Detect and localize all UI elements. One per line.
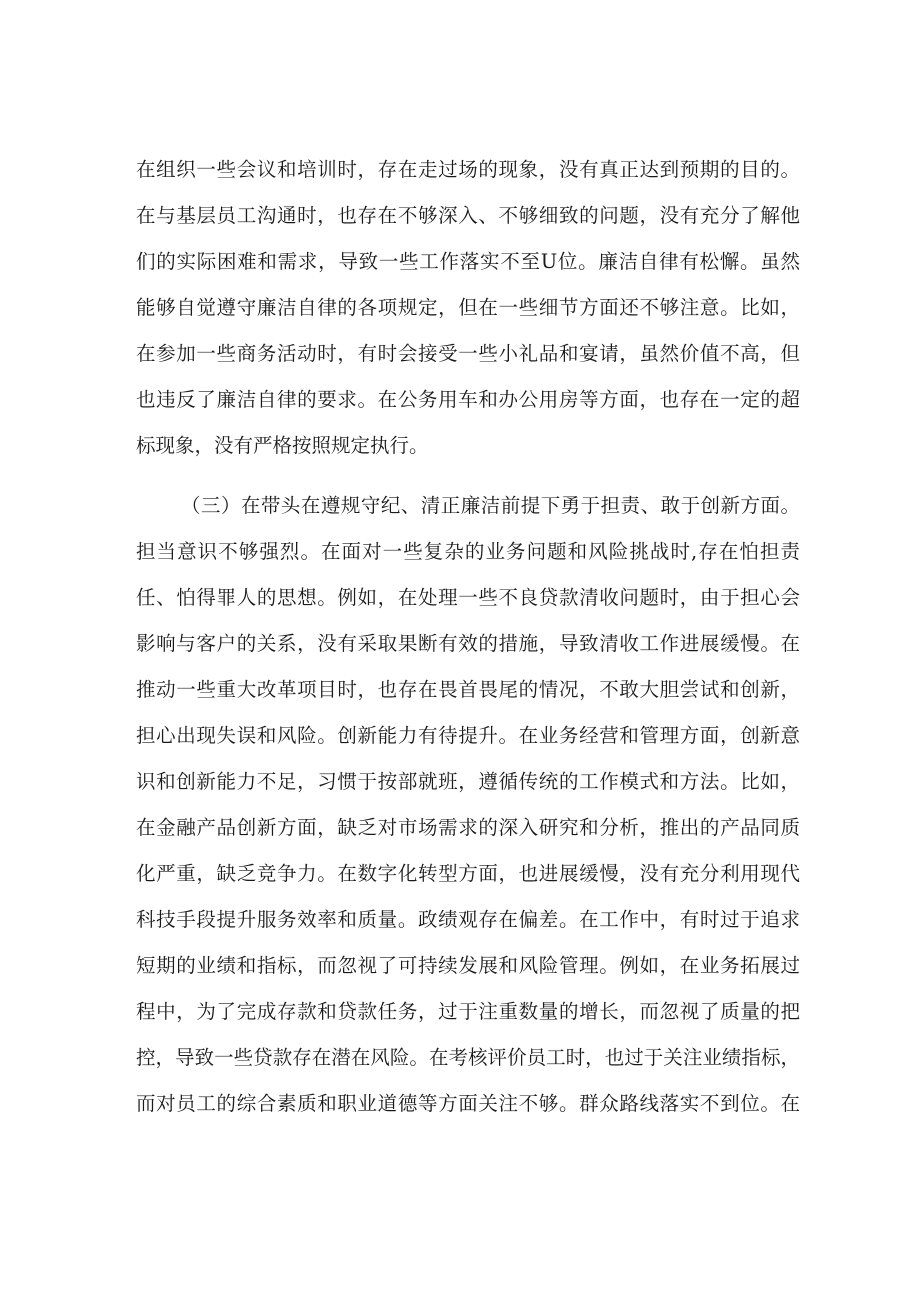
text-line: 化严重，缺乏竞争力。在数字化转型方面，也进展缓慢，没有充分利用现代 <box>136 862 800 885</box>
text-line: 短期的业绩和指标，而忽视了可持续发展和风险管理。例如，在业务拓展过 <box>136 954 800 977</box>
text-line: 程中，为了完成存款和贷款任务，过于注重数量的增长，而忽视了质量的把 <box>136 1000 800 1023</box>
text-line: 推动一些重大改革项目时，也存在畏首畏尾的情况，不敢大胆尝试和创新， <box>136 678 800 701</box>
text-line: 也违反了廉洁自律的要求。在公务用车和办公用房等方面，也存在一定的超 <box>136 388 800 411</box>
text-line: 影响与客户的关系，没有采取果断有效的措施，导致清收工作进展缓慢。在 <box>136 632 800 655</box>
text-line: 们的实际困难和需求，导致一些工作落实不至U位。廉洁自律有松懈。虽然 <box>136 250 800 273</box>
text-line: 识和创新能力不足，习惯于按部就班，遵循传统的工作模式和方法。比如， <box>136 770 800 793</box>
text-line: 在组织一些会议和培训时，存在走过场的现象，没有真正达到预期的目的。 <box>136 158 800 181</box>
text-line: 在参加一些商务活动时，有时会接受一些小礼品和宴请，虽然价值不高，但 <box>136 342 800 365</box>
text-line: 科技手段提升服务效率和质量。政绩观存在偏差。在工作中，有时过于追求 <box>136 908 800 931</box>
text-line: 能够自觉遵守廉洁自律的各项规定，但在一些细节方面还不够注意。比如， <box>136 296 800 319</box>
text-line: 担心出现失误和风险。创新能力有待提升。在业务经营和管理方面，创新意 <box>136 724 800 747</box>
text-line: 担当意识不够强烈。在面对一些复杂的业务问题和风险挑战时,存在怕担责 <box>136 540 800 563</box>
text-line: 控，导致一些贷款存在潜在风险。在考核评价员工时，也过于关注业绩指标， <box>136 1046 800 1069</box>
text-line: 标现象，没有严格按照规定执行。 <box>136 434 429 457</box>
text-line: 任、怕得罪人的思想。例如，在处理一些不良贷款清收问题时，由于担心会 <box>136 586 800 609</box>
paragraph-heading-line: （三）在带头在遵规守纪、清正廉洁前提下勇于担责、敢于创新方面。 <box>181 494 800 517</box>
text-line: 而对员工的综合素质和职业道德等方面关注不够。群众路线落实不到位。在 <box>136 1092 800 1115</box>
text-line: 在与基层员工沟通时，也存在不够深入、不够细致的问题，没有充分了解他 <box>136 204 800 227</box>
text-line: 在金融产品创新方面，缺乏对市场需求的深入研究和分析，推出的产品同质 <box>136 816 800 839</box>
